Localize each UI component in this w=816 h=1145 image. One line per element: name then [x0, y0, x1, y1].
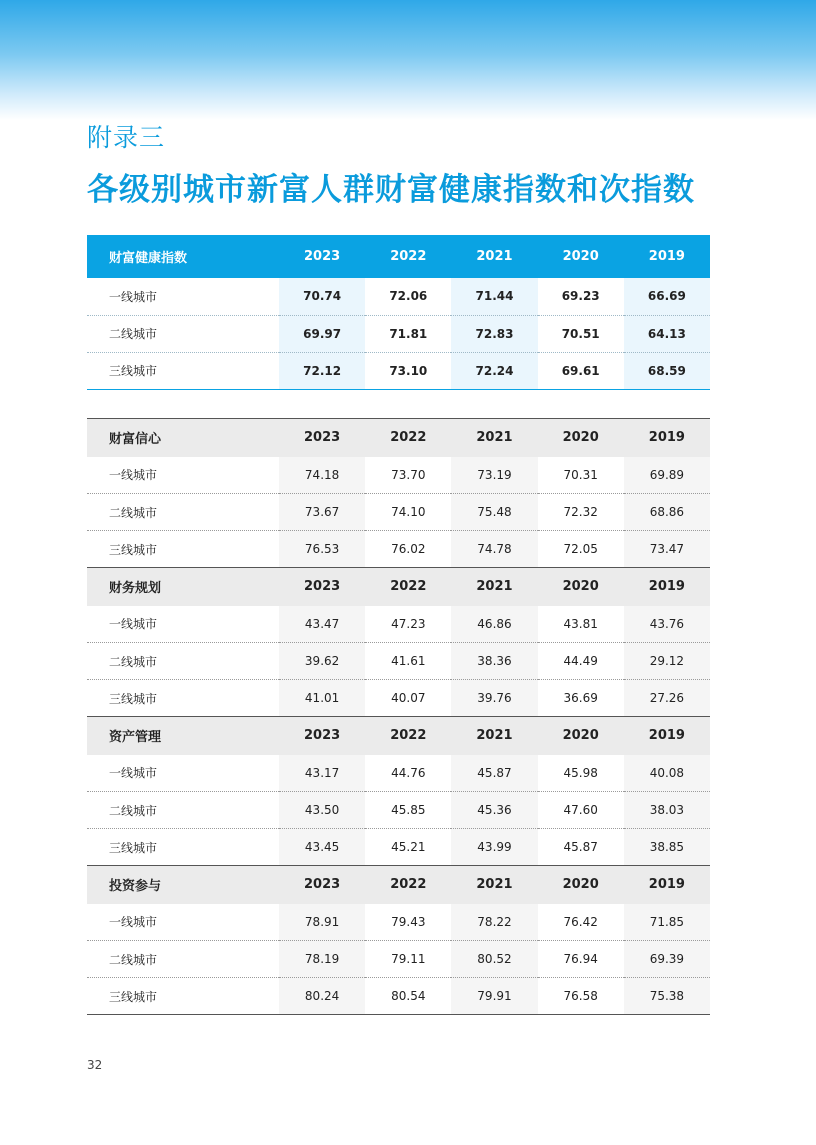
value-cell: 39.62	[279, 643, 365, 680]
value-cell: 45.21	[391, 840, 426, 854]
table-row	[87, 494, 710, 531]
city-label: 二线城市	[87, 643, 279, 680]
value-cell: 45.98	[538, 755, 624, 792]
value-cell: 73.10	[365, 352, 451, 389]
value-cell: 68.86	[624, 494, 710, 531]
year-header: 2021	[476, 249, 513, 264]
value-cell: 72.05	[563, 542, 598, 556]
table-row	[87, 606, 710, 643]
value-cell: 76.42	[538, 904, 624, 941]
value-cell: 78.19	[279, 941, 365, 978]
value-cell: 69.23	[538, 278, 624, 315]
value-cell: 45.36	[451, 792, 537, 829]
value-cell: 69.61	[538, 352, 624, 389]
city-label: 二线城市	[87, 941, 279, 978]
year-header: 2022	[390, 249, 427, 264]
value-cell: 70.51	[538, 315, 624, 352]
appendix-label: 附录三	[87, 123, 166, 152]
value-cell: 79.43	[365, 904, 451, 941]
value-cell: 69.97	[279, 315, 365, 352]
table-header-row	[87, 235, 710, 278]
value-cell: 43.45	[279, 829, 365, 866]
year-header: 2023	[304, 249, 341, 264]
year-header: 2022	[365, 717, 451, 755]
page-title: 各级别城市新富人群财富健康指数和次指数	[87, 172, 695, 208]
value-cell: 75.48	[451, 494, 537, 531]
table-row	[87, 680, 710, 717]
city-label: 三线城市	[109, 691, 158, 706]
city-label: 二线城市	[87, 494, 279, 531]
year-header: 2019	[624, 419, 710, 457]
value-cell: 43.99	[451, 829, 537, 866]
year-header: 2023	[279, 866, 365, 904]
year-header: 2023	[279, 717, 365, 755]
value-cell: 76.02	[391, 542, 426, 556]
city-label: 二线城市	[87, 792, 279, 829]
value-cell: 76.53	[279, 531, 365, 568]
year-header: 2021	[451, 419, 537, 457]
year-header: 2020	[538, 568, 624, 606]
value-cell: 43.47	[279, 606, 365, 643]
table-row	[87, 941, 710, 978]
city-label: 三线城市	[87, 978, 279, 1015]
value-cell: 44.76	[365, 755, 451, 792]
value-cell: 73.47	[624, 531, 710, 568]
value-cell: 78.91	[279, 904, 365, 941]
value-cell: 73.19	[451, 457, 537, 494]
value-cell: 44.49	[538, 643, 624, 680]
city-label: 二线城市	[87, 315, 279, 352]
section-header-row	[87, 419, 710, 457]
value-cell: 79.11	[365, 941, 451, 978]
value-cell: 71.85	[624, 904, 710, 941]
value-cell: 74.78	[451, 531, 537, 568]
value-cell: 41.61	[365, 643, 451, 680]
header-gradient-band	[0, 0, 816, 120]
value-cell: 45.85	[365, 792, 451, 829]
year-header: 2019	[624, 717, 710, 755]
value-cell: 73.70	[365, 457, 451, 494]
value-cell: 70.31	[538, 457, 624, 494]
value-cell: 43.17	[279, 755, 365, 792]
value-cell: 72.06	[365, 278, 451, 315]
year-header: 2022	[365, 866, 451, 904]
value-cell: 43.81	[538, 606, 624, 643]
year-header: 2021	[451, 866, 537, 904]
table-row	[87, 643, 710, 680]
value-cell: 80.24	[279, 978, 365, 1015]
year-header: 2020	[538, 419, 624, 457]
year-header: 2021	[451, 568, 537, 606]
city-label: 三线城市	[87, 352, 279, 389]
year-header: 2022	[365, 568, 451, 606]
table-row	[87, 978, 710, 1015]
value-cell: 73.67	[279, 494, 365, 531]
value-cell: 80.52	[451, 941, 537, 978]
value-cell: 78.22	[451, 904, 537, 941]
section-label: 财务规划	[87, 568, 279, 606]
value-cell: 41.01	[279, 680, 365, 717]
city-label: 一线城市	[87, 278, 279, 315]
section-header-row	[87, 568, 710, 606]
section-label: 资产管理	[87, 717, 279, 755]
value-cell: 79.91	[451, 978, 537, 1015]
value-cell: 69.89	[624, 457, 710, 494]
table-header-label: 财富健康指数	[109, 251, 188, 266]
table-row	[87, 352, 710, 389]
value-cell: 27.26	[624, 680, 710, 717]
city-label: 三线城市	[109, 542, 158, 557]
year-header: 2019	[648, 249, 685, 264]
value-cell: 43.76	[624, 606, 710, 643]
value-cell: 69.39	[624, 941, 710, 978]
value-cell: 40.08	[624, 755, 710, 792]
value-cell: 64.13	[624, 315, 710, 352]
sub-indices-table	[87, 418, 710, 1015]
value-cell: 43.50	[279, 792, 365, 829]
value-cell: 72.24	[451, 352, 537, 389]
value-cell: 47.23	[365, 606, 451, 643]
value-cell: 72.32	[538, 494, 624, 531]
city-label: 一线城市	[87, 457, 279, 494]
year-header: 2023	[279, 568, 365, 606]
value-cell: 47.60	[538, 792, 624, 829]
year-header: 2023	[279, 419, 365, 457]
year-header: 2020	[538, 717, 624, 755]
year-header: 2022	[365, 419, 451, 457]
value-cell: 39.76	[451, 680, 537, 717]
section-header-row	[87, 717, 710, 755]
year-header: 2020	[562, 249, 599, 264]
value-cell: 38.36	[451, 643, 537, 680]
city-label: 一线城市	[87, 904, 279, 941]
table-row	[87, 457, 710, 494]
page-number: 32	[87, 1058, 103, 1072]
year-header: 2019	[624, 866, 710, 904]
value-cell: 40.07	[391, 691, 426, 705]
section-header-row	[87, 866, 710, 904]
city-label: 一线城市	[87, 755, 279, 792]
city-label: 三线城市	[109, 840, 158, 855]
value-cell: 46.86	[451, 606, 537, 643]
table-row	[87, 278, 710, 315]
value-cell: 71.81	[365, 315, 451, 352]
year-header: 2021	[451, 717, 537, 755]
table-row	[87, 792, 710, 829]
value-cell: 76.58	[538, 978, 624, 1015]
value-cell: 70.74	[279, 278, 365, 315]
value-cell: 29.12	[624, 643, 710, 680]
value-cell: 71.44	[451, 278, 537, 315]
wealth-health-index-table	[87, 235, 710, 390]
value-cell: 66.69	[624, 278, 710, 315]
section-label: 财富信心	[87, 419, 279, 457]
table-row	[87, 829, 710, 866]
year-header: 2020	[538, 866, 624, 904]
value-cell: 36.69	[563, 691, 598, 705]
value-cell: 74.10	[365, 494, 451, 531]
year-header: 2019	[624, 568, 710, 606]
value-cell: 45.87	[563, 840, 598, 854]
table-row	[87, 755, 710, 792]
table-row	[87, 904, 710, 941]
table-row	[87, 531, 710, 568]
value-cell: 74.18	[279, 457, 365, 494]
value-cell: 72.83	[451, 315, 537, 352]
value-cell: 68.59	[624, 352, 710, 389]
section-label: 投资参与	[87, 866, 279, 904]
value-cell: 76.94	[538, 941, 624, 978]
value-cell: 38.85	[624, 829, 710, 866]
city-label: 一线城市	[87, 606, 279, 643]
value-cell: 45.87	[451, 755, 537, 792]
value-cell: 38.03	[624, 792, 710, 829]
value-cell: 75.38	[624, 978, 710, 1015]
table-row	[87, 315, 710, 352]
value-cell: 80.54	[365, 978, 451, 1015]
value-cell: 72.12	[279, 352, 365, 389]
